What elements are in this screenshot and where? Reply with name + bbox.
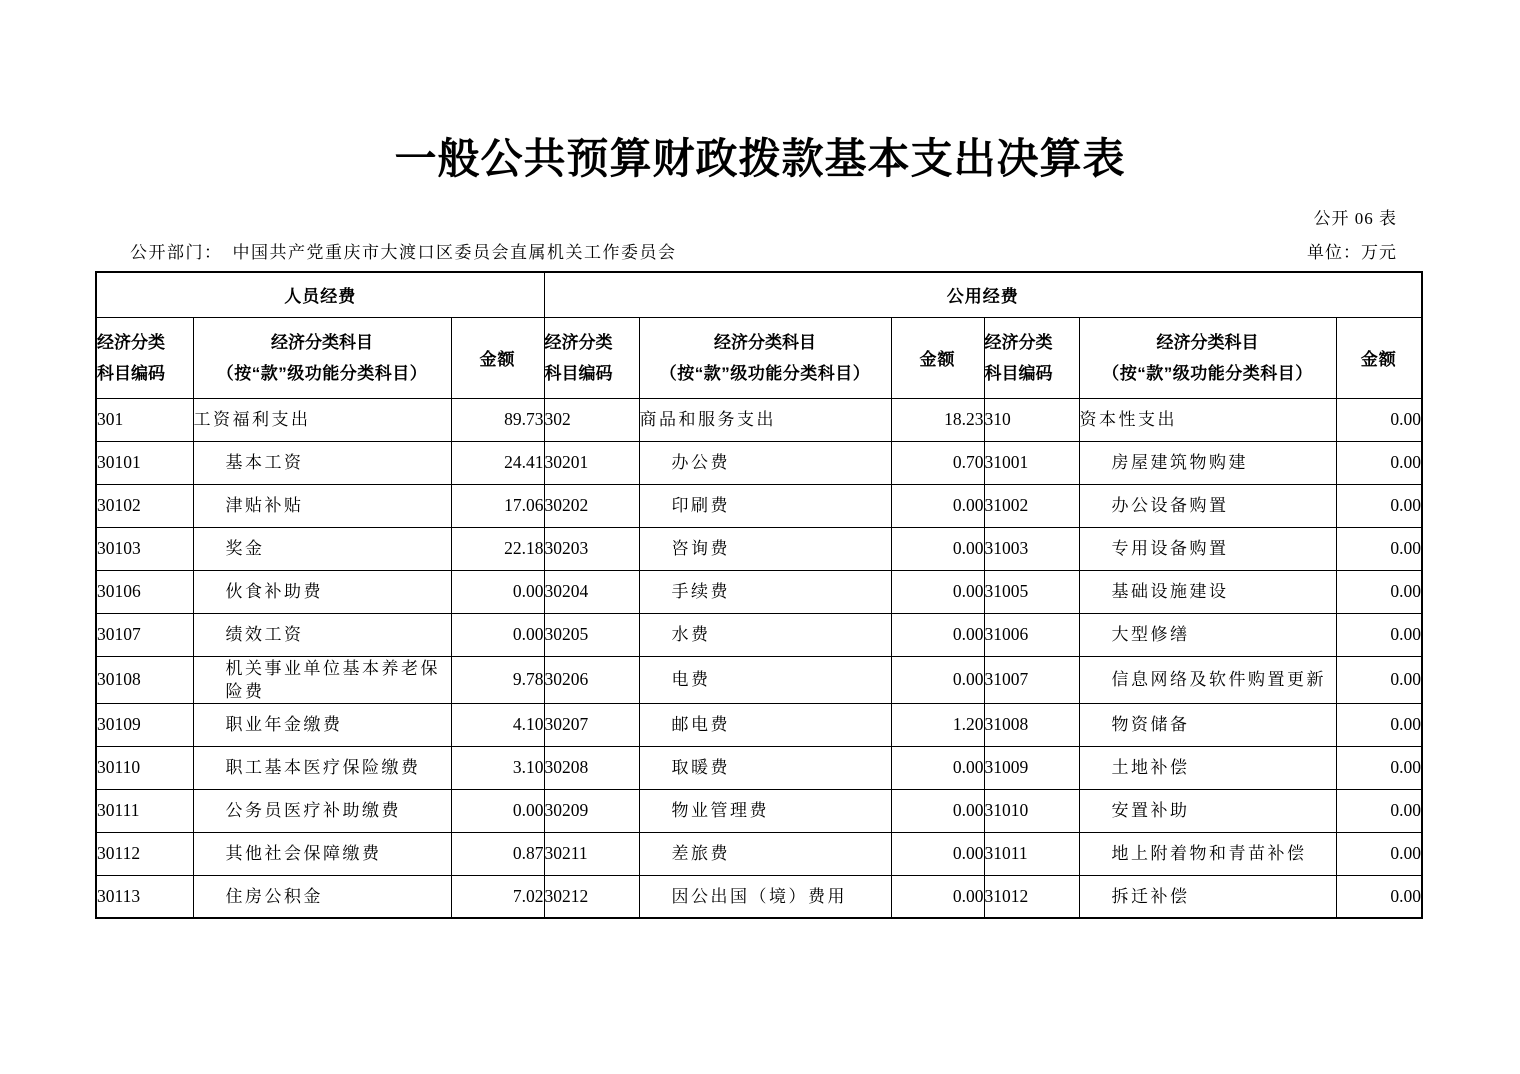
amount-cell: 0.00: [891, 746, 984, 789]
amount-cell: 0.00: [891, 875, 984, 918]
table-row: [96, 398, 1422, 441]
subject-cell: 其他社会保障缴费: [193, 832, 451, 875]
code-cell: 30207: [544, 703, 639, 746]
table-row: [96, 746, 1422, 789]
amount-cell: 4.10: [451, 703, 544, 746]
amount-cell: 9.78: [451, 656, 544, 703]
amount-cell: 0.00: [451, 613, 544, 656]
code-cell: 30205: [544, 613, 639, 656]
table-row: [96, 789, 1422, 832]
code-cell: 310: [984, 398, 1079, 441]
department-label: 公开部门：: [130, 243, 223, 262]
code-cell: 30107: [96, 613, 193, 656]
subject-cell: 办公费: [639, 441, 891, 484]
table-row: [96, 570, 1422, 613]
department-name: 中国共产党重庆市大渡口区委员会直属机关工作委员会: [232, 243, 677, 262]
subject-cell: 因公出国（境）费用: [639, 875, 891, 918]
column-header-row: [96, 317, 1422, 398]
code-cell: 31008: [984, 703, 1079, 746]
subject-cell: 地上附着物和青苗补偿: [1079, 832, 1336, 875]
code-cell: 31006: [984, 613, 1079, 656]
amount-cell: 0.00: [891, 527, 984, 570]
table-row: [96, 484, 1422, 527]
subject-cell: 资本性支出: [1079, 398, 1336, 441]
table-code-label: 公开 06 表: [1313, 209, 1397, 228]
amount-cell: 0.00: [451, 570, 544, 613]
amount-cell: 0.00: [891, 484, 984, 527]
code-cell: 30211: [544, 832, 639, 875]
code-column-header: 经济分类 科目编码: [544, 317, 639, 398]
subject-cell: 津贴补贴: [193, 484, 451, 527]
table-row: [96, 527, 1422, 570]
amount-cell: 24.41: [451, 441, 544, 484]
subject-cell: 职业年金缴费: [193, 703, 451, 746]
subject-cell: 办公设备购置: [1079, 484, 1336, 527]
amount-column-header: 金额: [891, 317, 984, 398]
amount-cell: 7.02: [451, 875, 544, 918]
code-cell: 30108: [96, 656, 193, 703]
subject-cell: 安置补助: [1079, 789, 1336, 832]
code-cell: 31003: [984, 527, 1079, 570]
page-title: 一般公共预算财政拨款基本支出决算表: [394, 135, 1126, 182]
amount-cell: 0.00: [1336, 746, 1422, 789]
subject-cell: 房屋建筑物购建: [1079, 441, 1336, 484]
group-header-personnel: 人员经费: [96, 272, 544, 317]
group-header-public: 公用经费: [544, 272, 1422, 317]
code-cell: 30112: [96, 832, 193, 875]
table-row: [96, 832, 1422, 875]
subject-cell: 绩效工资: [193, 613, 451, 656]
subject-cell: 工资福利支出: [193, 398, 451, 441]
subject-cell: 伙食补助费: [193, 570, 451, 613]
code-cell: 30113: [96, 875, 193, 918]
table-body: [96, 398, 1422, 918]
code-cell: 301: [96, 398, 193, 441]
amount-cell: 0.00: [891, 832, 984, 875]
subject-cell: 信息网络及软件购置更新: [1079, 656, 1336, 703]
amount-column-header: 金额: [451, 317, 544, 398]
subject-cell: 职工基本医疗保险缴费: [193, 746, 451, 789]
table-row: [96, 656, 1422, 703]
amount-cell: 0.00: [451, 789, 544, 832]
subject-cell: 奖金: [193, 527, 451, 570]
subject-cell: 物业管理费: [639, 789, 891, 832]
code-cell: 30101: [96, 441, 193, 484]
amount-cell: 0.00: [1336, 656, 1422, 703]
group-header-row: [96, 272, 1422, 317]
code-cell: 30103: [96, 527, 193, 570]
amount-cell: 1.20: [891, 703, 984, 746]
amount-cell: 18.23: [891, 398, 984, 441]
subject-cell: 邮电费: [639, 703, 891, 746]
code-cell: 31012: [984, 875, 1079, 918]
code-cell: 30111: [96, 789, 193, 832]
amount-cell: 0.00: [891, 656, 984, 703]
code-cell: 30106: [96, 570, 193, 613]
amount-cell: 0.00: [1336, 527, 1422, 570]
amount-cell: 0.00: [1336, 789, 1422, 832]
code-cell: 31007: [984, 656, 1079, 703]
table-row: [96, 613, 1422, 656]
subject-cell: 公务员医疗补助缴费: [193, 789, 451, 832]
subject-cell: 住房公积金: [193, 875, 451, 918]
code-column-header: 经济分类 科目编码: [96, 317, 193, 398]
subject-cell: 差旅费: [639, 832, 891, 875]
subject-cell: 拆迁补偿: [1079, 875, 1336, 918]
code-cell: 30201: [544, 441, 639, 484]
subject-cell: 基础设施建设: [1079, 570, 1336, 613]
code-cell: 30209: [544, 789, 639, 832]
code-cell: 30206: [544, 656, 639, 703]
subject-cell: 电费: [639, 656, 891, 703]
amount-cell: 0.00: [1336, 832, 1422, 875]
subject-column-header: 经济分类科目 （按“款”级功能分类科目）: [193, 317, 451, 398]
amount-cell: 3.10: [451, 746, 544, 789]
amount-cell: 89.73: [451, 398, 544, 441]
subject-column-header: 经济分类科目 （按“款”级功能分类科目）: [1079, 317, 1336, 398]
code-cell: 30203: [544, 527, 639, 570]
table-row: [96, 441, 1422, 484]
department-line: [130, 238, 677, 263]
subject-cell: 商品和服务支出: [639, 398, 891, 441]
code-cell: 30110: [96, 746, 193, 789]
subject-cell: 专用设备购置: [1079, 527, 1336, 570]
subject-cell: 机关事业单位基本养老保险费: [193, 656, 451, 703]
amount-cell: 0.00: [1336, 570, 1422, 613]
subject-cell: 物资储备: [1079, 703, 1336, 746]
code-cell: 30202: [544, 484, 639, 527]
subject-cell: 水费: [639, 613, 891, 656]
code-cell: 30208: [544, 746, 639, 789]
amount-cell: 0.00: [1336, 441, 1422, 484]
amount-column-header: 金额: [1336, 317, 1422, 398]
unit-label: 单位：万元: [1307, 243, 1397, 262]
subject-cell: 取暖费: [639, 746, 891, 789]
meta-line: [130, 238, 1397, 263]
subject-cell: 印刷费: [639, 484, 891, 527]
amount-cell: 0.00: [891, 613, 984, 656]
code-cell: 30109: [96, 703, 193, 746]
code-cell: 31009: [984, 746, 1079, 789]
code-cell: 31011: [984, 832, 1079, 875]
code-column-header: 经济分类 科目编码: [984, 317, 1079, 398]
subject-cell: 咨询费: [639, 527, 891, 570]
code-cell: 31001: [984, 441, 1079, 484]
amount-cell: 22.18: [451, 527, 544, 570]
code-cell: 30102: [96, 484, 193, 527]
amount-cell: 17.06: [451, 484, 544, 527]
amount-cell: 0.00: [1336, 398, 1422, 441]
amount-cell: 0.00: [891, 570, 984, 613]
budget-table: [95, 271, 1423, 919]
amount-cell: 0.00: [1336, 703, 1422, 746]
subject-cell: 大型修缮: [1079, 613, 1336, 656]
code-cell: 30212: [544, 875, 639, 918]
subject-cell: 基本工资: [193, 441, 451, 484]
amount-cell: 0.00: [1336, 613, 1422, 656]
amount-cell: 0.00: [891, 789, 984, 832]
subject-cell: 土地补偿: [1079, 746, 1336, 789]
code-cell: 302: [544, 398, 639, 441]
table-row: [96, 703, 1422, 746]
amount-cell: 0.00: [1336, 484, 1422, 527]
table-row: [96, 875, 1422, 918]
subject-cell: 手续费: [639, 570, 891, 613]
amount-cell: 0.00: [1336, 875, 1422, 918]
code-cell: 31005: [984, 570, 1079, 613]
code-cell: 30204: [544, 570, 639, 613]
code-cell: 31010: [984, 789, 1079, 832]
code-cell: 31002: [984, 484, 1079, 527]
amount-cell: 0.70: [891, 441, 984, 484]
amount-cell: 0.87: [451, 832, 544, 875]
subject-column-header: 经济分类科目 （按“款”级功能分类科目）: [639, 317, 891, 398]
